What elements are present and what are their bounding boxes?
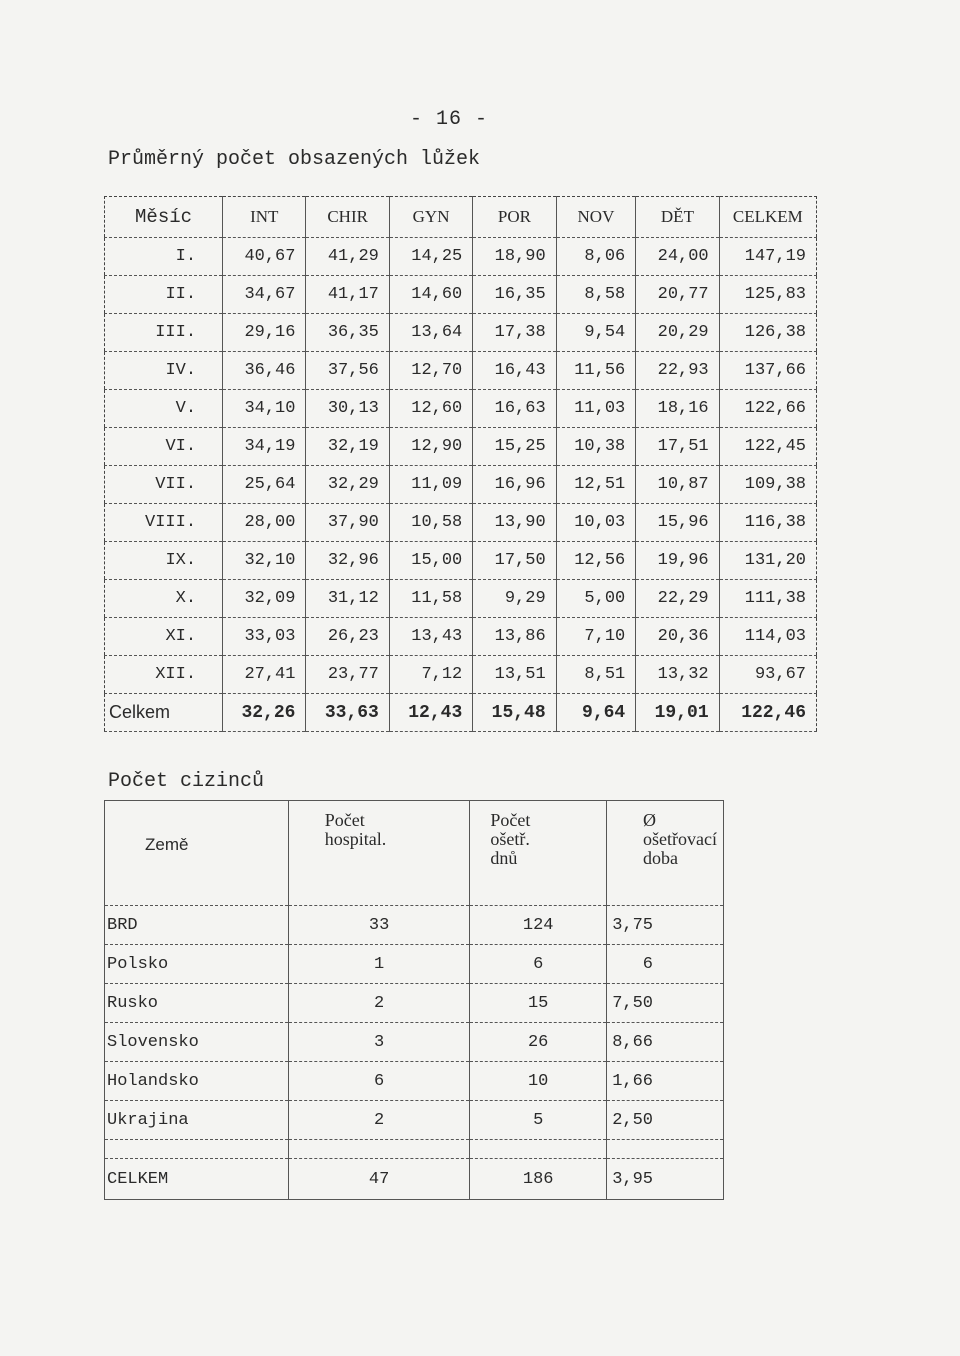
beds-row	[105, 542, 817, 580]
foreigners-header-row	[105, 801, 724, 906]
cell-chir: 36,35	[306, 314, 389, 352]
cell-gyn: 10,58	[389, 504, 472, 542]
cell-det: 20,29	[636, 314, 719, 352]
cell-gyn: 11,58	[389, 580, 472, 618]
cell-avg-stay: 3,75	[607, 906, 724, 945]
cell-month: XI.	[105, 618, 223, 656]
cell-det: 15,96	[636, 504, 719, 542]
cell-int: 34,67	[223, 276, 306, 314]
cell-int: 34,10	[223, 390, 306, 428]
cell-gyn: 14,25	[389, 238, 472, 276]
cell-det: 18,16	[636, 390, 719, 428]
cell-month: V.	[105, 390, 223, 428]
cell-avg-stay: 6	[607, 945, 724, 984]
spacer-cell	[288, 1140, 470, 1159]
total-care-days: 186	[470, 1159, 607, 1200]
header-det: DĚT	[636, 197, 719, 238]
cell-det: 13,32	[636, 656, 719, 694]
cell-nov: 10,03	[556, 504, 636, 542]
foreigners-row	[105, 1101, 724, 1140]
beds-row	[105, 504, 817, 542]
cell-country: Ukrajina	[105, 1101, 289, 1140]
cell-chir: 37,90	[306, 504, 389, 542]
cell-por: 16,63	[473, 390, 556, 428]
cell-por: 17,50	[473, 542, 556, 580]
cell-country: Holandsko	[105, 1062, 289, 1101]
cell-nov: 11,56	[556, 352, 636, 390]
beds-row	[105, 352, 817, 390]
cell-month: IX.	[105, 542, 223, 580]
cell-celkem: 125,83	[719, 276, 816, 314]
cell-chir: 31,12	[306, 580, 389, 618]
cell-nov: 12,51	[556, 466, 636, 504]
header-care-days	[470, 801, 607, 906]
header-avg-stay	[607, 801, 724, 906]
total-chir: 33,63	[306, 694, 389, 732]
cell-avg-stay: 7,50	[607, 984, 724, 1023]
foreigners-row	[105, 984, 724, 1023]
cell-int: 29,16	[223, 314, 306, 352]
beds-row	[105, 390, 817, 428]
cell-nov: 8,58	[556, 276, 636, 314]
cell-month: VIII.	[105, 504, 223, 542]
cell-celkem: 114,03	[719, 618, 816, 656]
cell-gyn: 12,90	[389, 428, 472, 466]
cell-country: Polsko	[105, 945, 289, 984]
total-avg-stay: 3,95	[607, 1159, 724, 1200]
cell-int: 25,64	[223, 466, 306, 504]
foreigners-section-title: Počet cizinců	[108, 770, 265, 793]
cell-celkem: 137,66	[719, 352, 816, 390]
beds-row	[105, 428, 817, 466]
cell-int: 27,41	[223, 656, 306, 694]
cell-country: Rusko	[105, 984, 289, 1023]
cell-chir: 30,13	[306, 390, 389, 428]
cell-det: 20,36	[636, 618, 719, 656]
cell-gyn: 7,12	[389, 656, 472, 694]
foreigners-row	[105, 1023, 724, 1062]
total-month: Celkem	[105, 694, 223, 732]
cell-celkem: 122,45	[719, 428, 816, 466]
total-det: 19,01	[636, 694, 719, 732]
cell-celkem: 147,19	[719, 238, 816, 276]
cell-nov: 12,56	[556, 542, 636, 580]
cell-hospitalizations: 33	[288, 906, 470, 945]
total-hospitalizations: 47	[288, 1159, 470, 1200]
cell-celkem: 111,38	[719, 580, 816, 618]
cell-por: 9,29	[473, 580, 556, 618]
cell-month: VII.	[105, 466, 223, 504]
cell-hospitalizations: 6	[288, 1062, 470, 1101]
cell-int: 32,10	[223, 542, 306, 580]
cell-avg-stay: 1,66	[607, 1062, 724, 1101]
beds-row	[105, 656, 817, 694]
cell-month: VI.	[105, 428, 223, 466]
header-days-line3: dnů	[490, 848, 518, 868]
beds-section-title: Průměrný počet obsazených lůžek	[108, 148, 481, 171]
header-month: Měsíc	[105, 197, 223, 238]
header-int: INT	[223, 197, 306, 238]
cell-det: 19,96	[636, 542, 719, 580]
cell-month: I.	[105, 238, 223, 276]
header-chir: CHIR	[306, 197, 389, 238]
cell-int: 33,03	[223, 618, 306, 656]
header-celkem: CELKEM	[719, 197, 816, 238]
cell-det: 24,00	[636, 238, 719, 276]
cell-por: 13,90	[473, 504, 556, 542]
cell-care-days: 26	[470, 1023, 607, 1062]
beds-row	[105, 314, 817, 352]
beds-row	[105, 466, 817, 504]
cell-chir: 23,77	[306, 656, 389, 694]
cell-gyn: 15,00	[389, 542, 472, 580]
header-country: Země	[105, 801, 289, 906]
cell-por: 13,86	[473, 618, 556, 656]
total-nov: 9,64	[556, 694, 636, 732]
cell-por: 13,51	[473, 656, 556, 694]
foreigners-row	[105, 945, 724, 984]
cell-nov: 9,54	[556, 314, 636, 352]
cell-care-days: 10	[470, 1062, 607, 1101]
cell-celkem: 116,38	[719, 504, 816, 542]
spacer-cell	[470, 1140, 607, 1159]
total-por: 15,48	[473, 694, 556, 732]
cell-det: 17,51	[636, 428, 719, 466]
cell-avg-stay: 8,66	[607, 1023, 724, 1062]
cell-int: 34,19	[223, 428, 306, 466]
cell-month: III.	[105, 314, 223, 352]
cell-month: X.	[105, 580, 223, 618]
cell-por: 16,35	[473, 276, 556, 314]
cell-celkem: 122,66	[719, 390, 816, 428]
cell-por: 17,38	[473, 314, 556, 352]
cell-chir: 41,29	[306, 238, 389, 276]
beds-row	[105, 238, 817, 276]
spacer-cell	[105, 1140, 289, 1159]
header-hospital-line1: Počet	[324, 810, 365, 830]
beds-row	[105, 580, 817, 618]
cell-por: 18,90	[473, 238, 556, 276]
cell-nov: 5,00	[556, 580, 636, 618]
cell-month: IV.	[105, 352, 223, 390]
cell-celkem: 93,67	[719, 656, 816, 694]
cell-nov: 8,51	[556, 656, 636, 694]
beds-table	[104, 196, 817, 732]
cell-chir: 32,19	[306, 428, 389, 466]
cell-gyn: 11,09	[389, 466, 472, 504]
cell-det: 22,93	[636, 352, 719, 390]
cell-nov: 10,38	[556, 428, 636, 466]
total-celkem: 122,46	[719, 694, 816, 732]
cell-int: 36,46	[223, 352, 306, 390]
header-gyn: GYN	[389, 197, 472, 238]
foreigners-row	[105, 1062, 724, 1101]
page-number: - 16 -	[410, 108, 489, 131]
cell-care-days: 6	[470, 945, 607, 984]
spacer-cell	[607, 1140, 724, 1159]
cell-country: BRD	[105, 906, 289, 945]
cell-month: II.	[105, 276, 223, 314]
cell-int: 28,00	[223, 504, 306, 542]
header-hospitalizations	[288, 801, 470, 906]
cell-celkem: 109,38	[719, 466, 816, 504]
cell-por: 15,25	[473, 428, 556, 466]
cell-month: XII.	[105, 656, 223, 694]
cell-chir: 32,29	[306, 466, 389, 504]
cell-chir: 32,96	[306, 542, 389, 580]
cell-gyn: 12,70	[389, 352, 472, 390]
header-days-line1: Počet	[490, 810, 531, 830]
beds-row	[105, 276, 817, 314]
header-hospital-line2: hospital.	[324, 829, 387, 849]
cell-chir: 41,17	[306, 276, 389, 314]
cell-det: 10,87	[636, 466, 719, 504]
cell-care-days: 15	[470, 984, 607, 1023]
total-gyn: 12,43	[389, 694, 472, 732]
foreigners-table	[104, 800, 724, 1200]
header-nov: NOV	[556, 197, 636, 238]
cell-gyn: 13,43	[389, 618, 472, 656]
cell-nov: 7,10	[556, 618, 636, 656]
spacer-row	[105, 1140, 724, 1159]
cell-country: Slovensko	[105, 1023, 289, 1062]
total-country: CELKEM	[105, 1159, 289, 1200]
cell-nov: 8,06	[556, 238, 636, 276]
header-days-line2: ošetř.	[490, 829, 530, 849]
header-por: POR	[473, 197, 556, 238]
cell-celkem: 126,38	[719, 314, 816, 352]
cell-por: 16,96	[473, 466, 556, 504]
cell-avg-stay: 2,50	[607, 1101, 724, 1140]
cell-celkem: 131,20	[719, 542, 816, 580]
foreigners-total-row	[105, 1159, 724, 1200]
header-avg-line1: Ø ošetřovací	[643, 810, 717, 849]
cell-por: 16,43	[473, 352, 556, 390]
cell-det: 20,77	[636, 276, 719, 314]
foreigners-row	[105, 906, 724, 945]
cell-gyn: 13,64	[389, 314, 472, 352]
cell-hospitalizations: 2	[288, 984, 470, 1023]
cell-int: 32,09	[223, 580, 306, 618]
cell-hospitalizations: 2	[288, 1101, 470, 1140]
beds-row	[105, 618, 817, 656]
cell-gyn: 14,60	[389, 276, 472, 314]
beds-total-row	[105, 694, 817, 732]
cell-hospitalizations: 1	[288, 945, 470, 984]
cell-hospitalizations: 3	[288, 1023, 470, 1062]
cell-chir: 26,23	[306, 618, 389, 656]
cell-gyn: 12,60	[389, 390, 472, 428]
cell-nov: 11,03	[556, 390, 636, 428]
cell-chir: 37,56	[306, 352, 389, 390]
total-int: 32,26	[223, 694, 306, 732]
cell-care-days: 5	[470, 1101, 607, 1140]
cell-det: 22,29	[636, 580, 719, 618]
beds-header-row	[105, 197, 817, 238]
cell-int: 40,67	[223, 238, 306, 276]
header-avg-line2: doba	[643, 848, 679, 868]
cell-care-days: 124	[470, 906, 607, 945]
